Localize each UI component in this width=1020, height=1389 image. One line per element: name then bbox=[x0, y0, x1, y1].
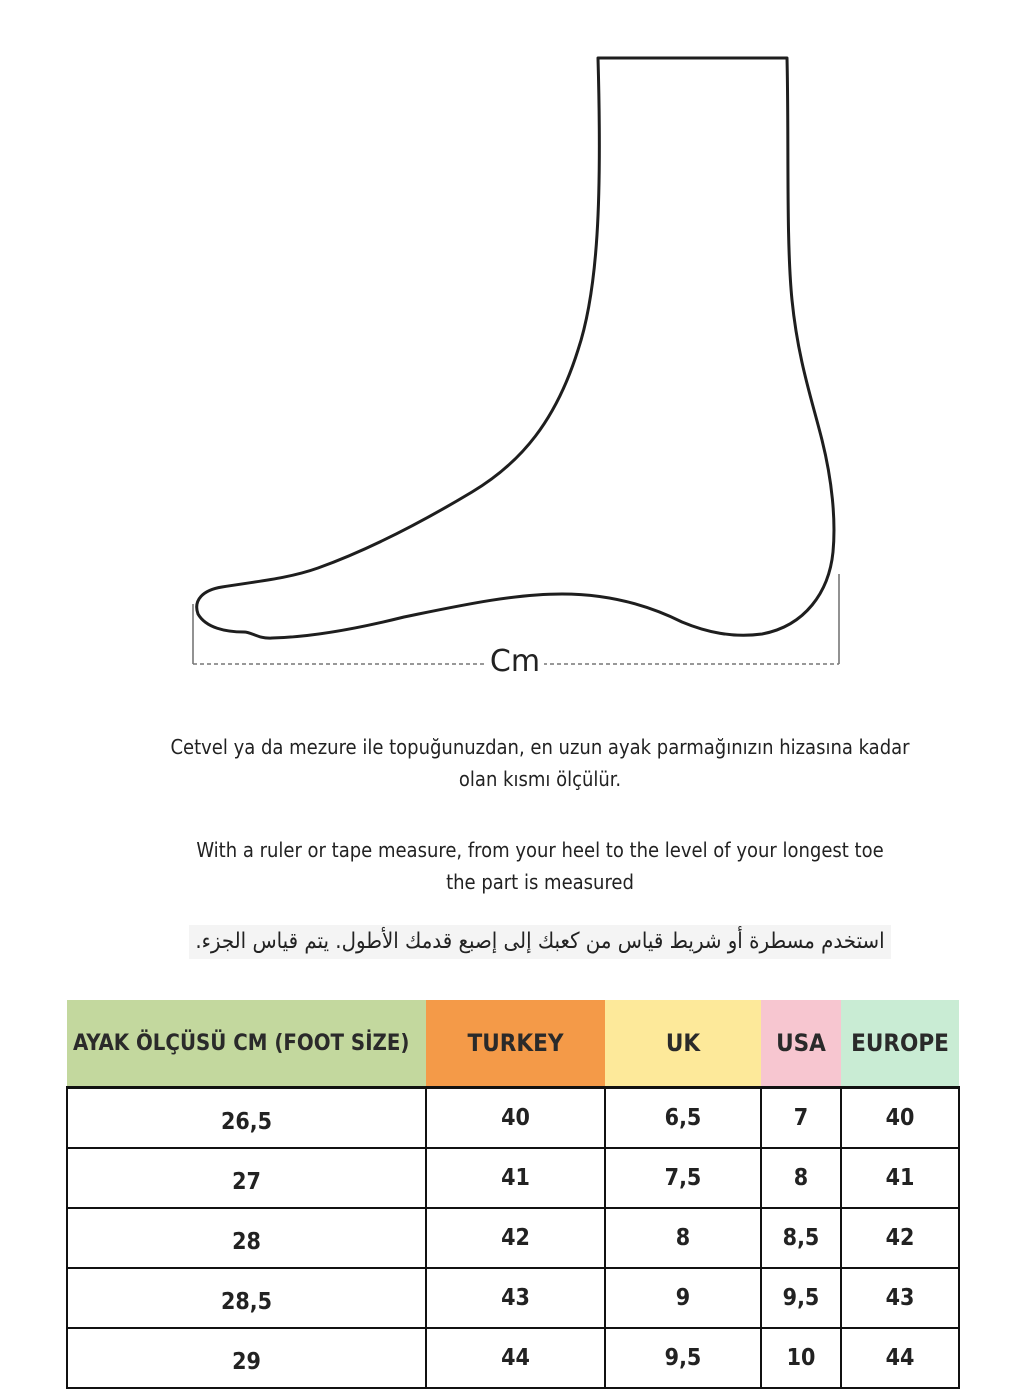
cell-usa: 8,5 bbox=[761, 1208, 841, 1268]
foot-outline bbox=[197, 58, 834, 638]
cell-turkey: 40 bbox=[426, 1088, 605, 1149]
header-turkey: TURKEY bbox=[426, 1000, 605, 1088]
cell-turkey: 42 bbox=[426, 1208, 605, 1268]
table-row bbox=[67, 1328, 959, 1388]
cell-uk: 9,5 bbox=[605, 1328, 761, 1388]
instruction-turkish bbox=[100, 731, 980, 795]
header-europe: EUROPE bbox=[841, 1000, 959, 1088]
cell-usa: 9,5 bbox=[761, 1268, 841, 1328]
cell-europe: 42 bbox=[841, 1208, 959, 1268]
size-conversion-table bbox=[66, 1000, 960, 1389]
cell-turkey: 43 bbox=[426, 1268, 605, 1328]
cell-turkey: 44 bbox=[426, 1328, 605, 1388]
cell-usa: 7 bbox=[761, 1088, 841, 1149]
cell-usa: 10 bbox=[761, 1328, 841, 1388]
table-header-row bbox=[67, 1000, 959, 1088]
cell-usa: 8 bbox=[761, 1148, 841, 1208]
header-foot-size: AYAK ÖLÇÜSÜ CM (FOOT SİZE) bbox=[67, 1000, 426, 1088]
cell-foot-size: 29 bbox=[67, 1328, 426, 1388]
instruction-turkish-line-2: olan kısmı ölçülür. bbox=[458, 767, 622, 791]
header-usa: USA bbox=[761, 1000, 841, 1088]
header-uk: UK bbox=[605, 1000, 761, 1088]
instruction-english-line-1: With a ruler or tape measure, from your heel to the level of your longest toe bbox=[196, 838, 884, 862]
cell-europe: 41 bbox=[841, 1148, 959, 1208]
cell-foot-size: 28 bbox=[67, 1208, 426, 1268]
cell-foot-size: 28,5 bbox=[67, 1268, 426, 1328]
table-row bbox=[67, 1088, 959, 1149]
cell-foot-size: 26,5 bbox=[67, 1088, 426, 1149]
cell-europe: 40 bbox=[841, 1088, 959, 1149]
table-row bbox=[67, 1208, 959, 1268]
table-row bbox=[67, 1268, 959, 1328]
instruction-arabic bbox=[100, 925, 980, 959]
measure-unit-label: Cm bbox=[486, 640, 544, 684]
cell-foot-size: 27 bbox=[67, 1148, 426, 1208]
cell-uk: 8 bbox=[605, 1208, 761, 1268]
instruction-turkish-line-1: Cetvel ya da mezure ile topuğunuzdan, en uzun ayak parmağınızın hizasına kadar bbox=[170, 735, 910, 759]
cell-turkey: 41 bbox=[426, 1148, 605, 1208]
cell-uk: 9 bbox=[605, 1268, 761, 1328]
instruction-english bbox=[100, 834, 980, 898]
table-row bbox=[67, 1148, 959, 1208]
instruction-arabic-text: استخدم مسطرة أو شريط قياس من كعبك إلى إصبع قدمك الأطول. يتم قياس الجزء. bbox=[189, 925, 890, 959]
cell-europe: 44 bbox=[841, 1328, 959, 1388]
cell-europe: 43 bbox=[841, 1268, 959, 1328]
instruction-english-line-2: the part is measured bbox=[446, 870, 634, 894]
cell-uk: 7,5 bbox=[605, 1148, 761, 1208]
cell-uk: 6,5 bbox=[605, 1088, 761, 1149]
